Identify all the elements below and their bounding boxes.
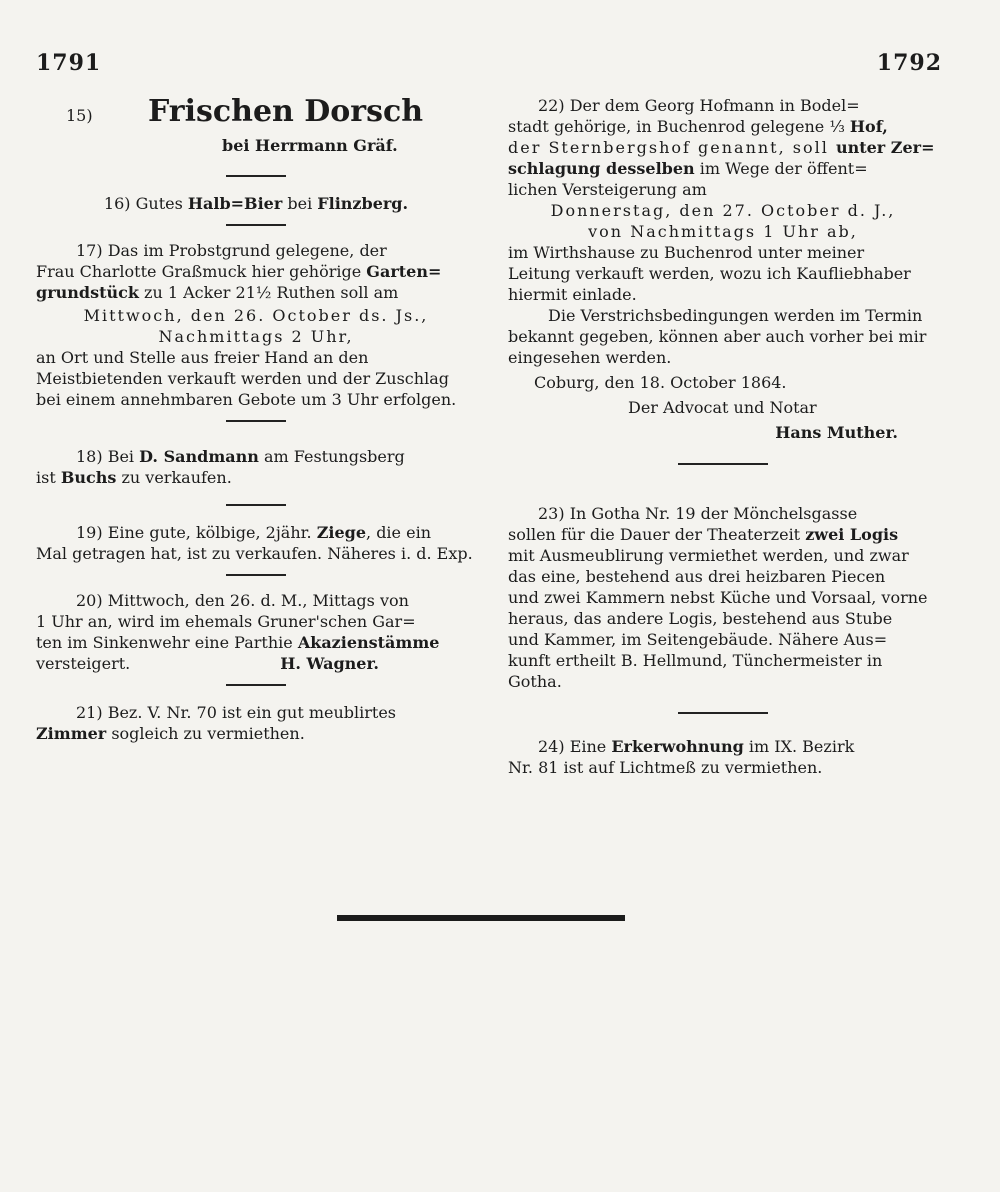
divider (678, 463, 768, 465)
ad-19-l1c: , die ein (366, 523, 431, 542)
ad-22-place-date: Coburg, den 18. October 1864. (534, 373, 787, 392)
page-number-left: 1791 (36, 50, 102, 76)
ad-17-line4: Mittwoch, den 26. October ds. Js., (83, 306, 429, 325)
ad-23-l3: mit Ausmeublirung vermiethet werden, und zwar (508, 546, 909, 565)
ad-22-l3a: der Sternbergshof genannt, soll (508, 138, 836, 157)
ad-22-l4a: schlagung desselben (508, 159, 695, 178)
ad-17-line6: an Ort und Stelle aus freier Hand an den (36, 348, 369, 367)
ad-22-l1: 22) Der dem Georg Hofmann in Bodel= (538, 96, 860, 115)
ad-18-e: Buchs (60, 468, 117, 487)
ad-23-l9: Gotha. (508, 672, 562, 691)
divider (226, 574, 286, 576)
ad-16-bold2: Flinzberg. (317, 194, 409, 213)
ad-22-l11: Die Verstrichsbedingungen werden im Termin (548, 306, 923, 325)
ad-22-l8: im Wirthshause zu Buchenrod unter meiner (508, 243, 865, 262)
ad-18 (36, 446, 476, 488)
ad-21-l1: 21) Bez. V. Nr. 70 ist ein gut meublirtes (76, 703, 397, 722)
ad-20-l2: 1 Uhr an, wird im ehemals Gruner'schen Gar= (36, 612, 416, 631)
divider (226, 504, 286, 506)
ad-21-l2a: Zimmer (36, 724, 107, 743)
ad-15-by: bei Herrmann Gräf. (222, 136, 398, 155)
ad-22-l3b: unter Zer= (835, 138, 935, 157)
ad-18-c: am Festungsberg (258, 447, 405, 466)
ad-23-l1: 23) In Gotha Nr. 19 der Mönchelsgasse (538, 504, 858, 523)
ad-21 (36, 702, 476, 744)
ad-17-line3b: zu 1 Acker 21½ Ruthen soll am (138, 283, 399, 302)
ad-16-text: 16) Gutes (103, 194, 188, 213)
ad-22-l4b: im Wege der öffent= (694, 159, 868, 178)
ad-24-l1b: Erkerwohnung (611, 737, 744, 756)
ad-16-bold: Halb=Bier (187, 194, 283, 213)
ad-22-l2a: stadt gehörige, in Buchenrod gelegene ⅓ (508, 117, 850, 136)
ad-20-l3b: Akazienstämme (297, 633, 440, 652)
ad-17-line2b: Garten= (366, 262, 442, 281)
ad-21-l2b: sogleich zu vermiethen. (106, 724, 305, 743)
right-column (508, 95, 938, 788)
divider (226, 684, 286, 686)
ad-17-line2a: Frau Charlotte Graßmuck hier gehörige (36, 262, 367, 281)
page-number-right: 1792 (876, 50, 942, 76)
ad-17-line3a: grundstück (36, 283, 139, 302)
ad-20-l4b: H. Wagner. (280, 654, 379, 673)
ad-24-l1c: im IX. Bezirk (743, 737, 855, 756)
divider (226, 420, 286, 422)
divider (678, 712, 768, 714)
ad-20 (36, 590, 476, 674)
ad-22-l7: von Nachmittags 1 Uhr ab, (588, 222, 858, 241)
ad-19-l2: Mal getragen hat, ist zu verkaufen. Näheres i. d. Exp. (36, 544, 473, 563)
ad-23-l2a: sollen für die Dauer der Theaterzeit (508, 525, 806, 544)
ad-17-line5: Nachmittags 2 Uhr, (158, 327, 354, 346)
ad-22-signature: Hans Muther. (775, 423, 898, 442)
left-column (36, 95, 476, 754)
ad-22-l12: bekannt gegeben, können aber auch vorher bei mir (508, 327, 927, 346)
divider (226, 224, 286, 226)
ad-17 (36, 240, 476, 410)
ad-19-l1b: Ziege (316, 523, 367, 542)
ad-23-l2b: zwei Logis (805, 525, 899, 544)
ad-23 (508, 503, 938, 692)
ad-16-mid: bei (282, 194, 318, 213)
ad-19 (36, 522, 476, 564)
ad-22-l2b: Hof, (849, 117, 888, 136)
ad-22-l5: lichen Versteigerung am (508, 180, 707, 199)
ad-15 (36, 95, 476, 165)
ad-22 (508, 95, 938, 443)
ad-23-l4: das eine, bestehend aus drei heizbaren Piecen (508, 567, 886, 586)
ad-16 (36, 193, 476, 214)
ad-23-l8: kunft ertheilt B. Hellmund, Tünchermeister in (508, 651, 883, 670)
ad-23-l5: und zwei Kammern nebst Küche und Vorsaal, vorne (508, 588, 928, 607)
ad-22-role: Der Advocat und Notar (628, 398, 817, 417)
ad-22-l10: hiermit einlade. (508, 285, 637, 304)
ad-18-a: 18) Bei (76, 447, 140, 466)
ad-22-l13: eingesehen werden. (508, 348, 672, 367)
ad-23-l6: heraus, das andere Logis, bestehend aus Stube (508, 609, 893, 628)
ad-17-line8: bei einem annehmbaren Gebote um 3 Uhr erfolgen. (36, 390, 457, 409)
ad-24 (508, 736, 938, 778)
ad-17-line1: 17) Das im Probstgrund gelegene, der (76, 241, 387, 260)
ad-20-l3a: ten im Sinkenwehr eine Parthie (36, 633, 298, 652)
ad-23-l7: und Kammer, im Seitengebäude. Nähere Aus= (508, 630, 888, 649)
ad-15-number: 15) (66, 106, 93, 125)
ad-18-f: zu verkaufen. (116, 468, 232, 487)
divider (226, 175, 286, 177)
ad-20-l4a: versteigert. (36, 654, 131, 673)
ad-18-b: D. Sandmann (139, 447, 259, 466)
ad-18-d: ist (36, 468, 61, 487)
ad-19-l1a: 19) Eine gute, kölbige, 2jähr. (76, 523, 317, 542)
section-end-rule (337, 915, 625, 921)
ad-22-l6: Donnerstag, den 27. October d. J., (550, 201, 896, 220)
ad-15-title: Frischen Dorsch (148, 94, 424, 129)
ad-20-l1: 20) Mittwoch, den 26. d. M., Mittags von (76, 591, 409, 610)
ad-24-l1a: 24) Eine (538, 737, 612, 756)
ad-17-line7: Meistbietenden verkauft werden und der Zuschlag (36, 369, 449, 388)
ad-22-l9: Leitung verkauft werden, wozu ich Kaufliebhaber (508, 264, 911, 283)
ad-24-l2: Nr. 81 ist auf Lichtmeß zu vermiethen. (508, 758, 823, 777)
